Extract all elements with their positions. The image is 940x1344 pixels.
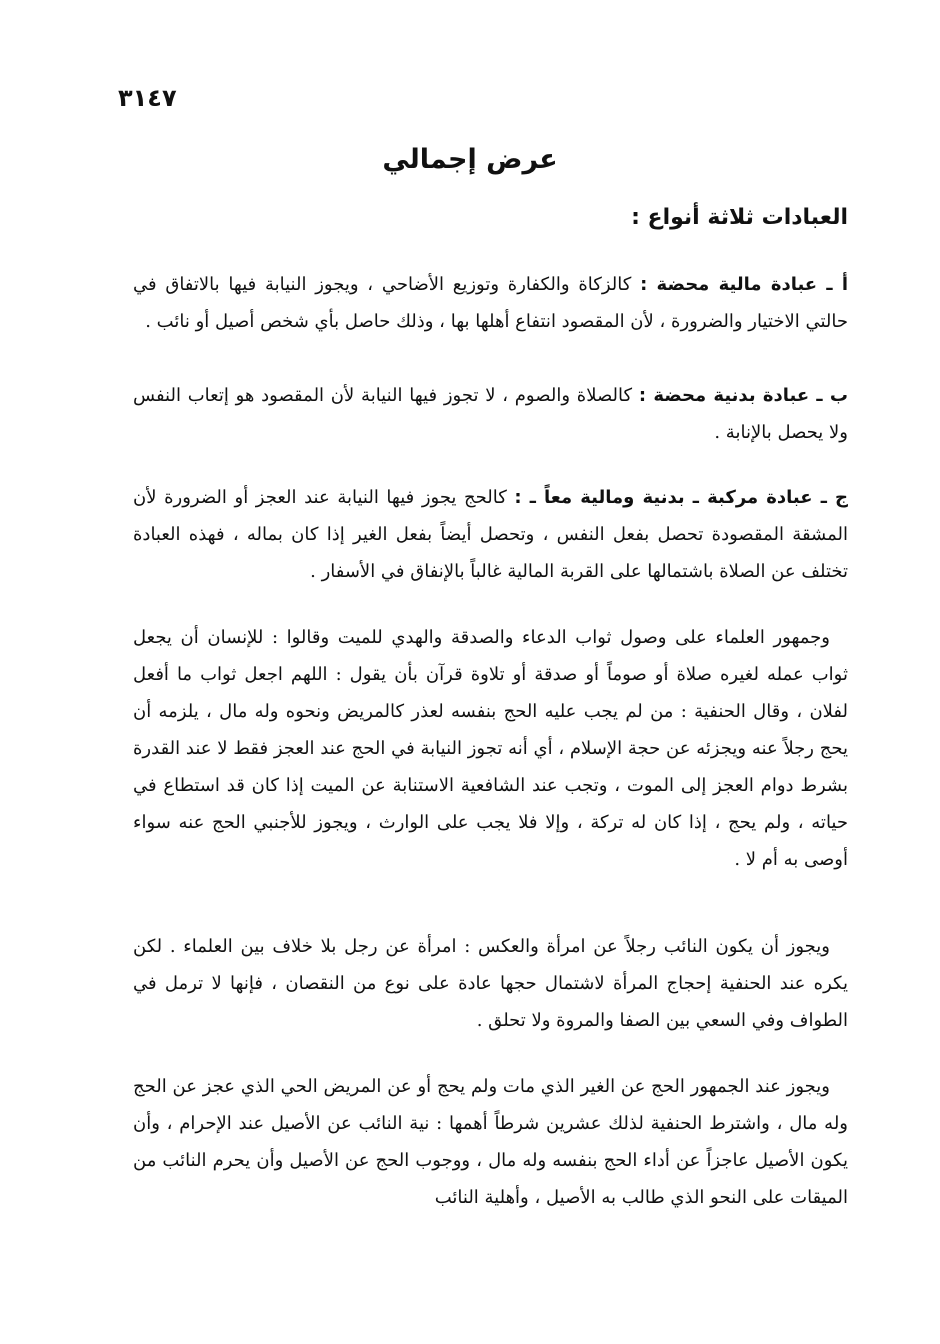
section-title: عرض إجمالي <box>382 144 558 175</box>
type-b-lead: ب ـ عبادة بدنية محضة : <box>638 385 848 406</box>
paragraph-proxy-gender <box>133 928 848 1039</box>
body-paragraph: وجمهور العلماء على وصول ثواب الدعاء والصدقة والهدي للميت وقالوا : للإنسان أن يجعل ثواب عمله لغيره صلاة أو صوماً أو صدقة أو تلاوة قرآن بأن يقول : اللهم اجعل ثواب ما أفعل لفلان ، وقال الحنفية : من لم يجب عليه الحج بنفسه لعذر كالمريض ونحوه وله مال ، يلزمه أن يحج رجلاً عنه ويجزئه عن حجة الإسلام ، أي أنه تجوز النيابة في الحج عند العجز فقط لا عند القدرة بشرط دوام العجز إلى الموت ، وتجب عند الشافعية الاستنابة عن الميت إذا كان قد استطاع في حياته ، ولم يحج ، إذا كان له تركة ، وإلا فلا يجب على الوارث ، ويجوز للأجنبي الحج عنه سواء أوصى به أم لا . <box>133 627 849 870</box>
body-paragraph: ويجوز عند الجمهور الحج عن الغير الذي مات ولم يحج أو عن المريض الحي الذي عجز عن الحج وله مال ، واشترط الحنفية لذلك عشرين شرطاً أهمها : نية النائب عن الأصيل عند الإحرام ، وأن يكون الأصيل عاجزاً عن أداء الحج بنفسه وله مال ، ووجوب الحج عن الأصيل وأن يحرم النائب من الميقات على النحو الذي طالب به الأصيل ، وأهلية النائب <box>133 1076 848 1208</box>
page-number: ٣١٤٧ <box>118 84 177 112</box>
subheading: العبادات ثلاثة أنواع : <box>631 205 848 230</box>
type-c-text: كالحج يجوز فيها النيابة عند العجز أو الضرورة لأن المشقة المقصودة تحصل بفعل النفس ، وتحصل أيضاً بفعل الغير إذا كان بماله ، فهذه العبادة تختلف عن الصلاة باشتمالها على القربة المالية غالباً بالإنفاق في الأسفار . <box>133 487 848 582</box>
type-c-lead: ج ـ عبادة مركبة ـ بدنية ومالية معاً ـ : <box>514 487 848 508</box>
type-a-paragraph <box>133 266 848 340</box>
type-a-lead: أ ـ عبادة مالية محضة : <box>640 274 848 295</box>
type-b-block <box>133 377 848 451</box>
paragraph-majority-scholars <box>133 619 848 878</box>
type-b-text: كالصلاة والصوم ، لا تجوز فيها النيابة لأن المقصود هو إتعاب النفس ولا يحصل بالإنابة . <box>133 385 848 443</box>
type-c-block <box>133 479 848 590</box>
type-a-block <box>133 266 848 340</box>
type-c-paragraph <box>133 479 848 590</box>
type-b-paragraph <box>133 377 848 451</box>
body-paragraph: ويجوز أن يكون النائب رجلاً عن امرأة والعكس : امرأة عن رجل بلا خلاف بين العلماء . لكن يكره عند الحنفية إحجاج المرأة لاشتمال حجها عادة على نوع من النقصان ، فإنها لا ترمل في الطواف وفي السعي بين الصفا والمروة ولا تحلق . <box>133 936 848 1031</box>
paragraph-proxy-conditions <box>133 1068 848 1216</box>
type-a-text: كالزكاة والكفارة وتوزيع الأضاحي ، ويجوز النيابة فيها بالاتفاق في حالتي الاختيار والضرورة ، لأن المقصود انتفاع أهلها بها ، وذلك حاصل بأي شخص أصيل أو نائب . <box>133 274 848 332</box>
